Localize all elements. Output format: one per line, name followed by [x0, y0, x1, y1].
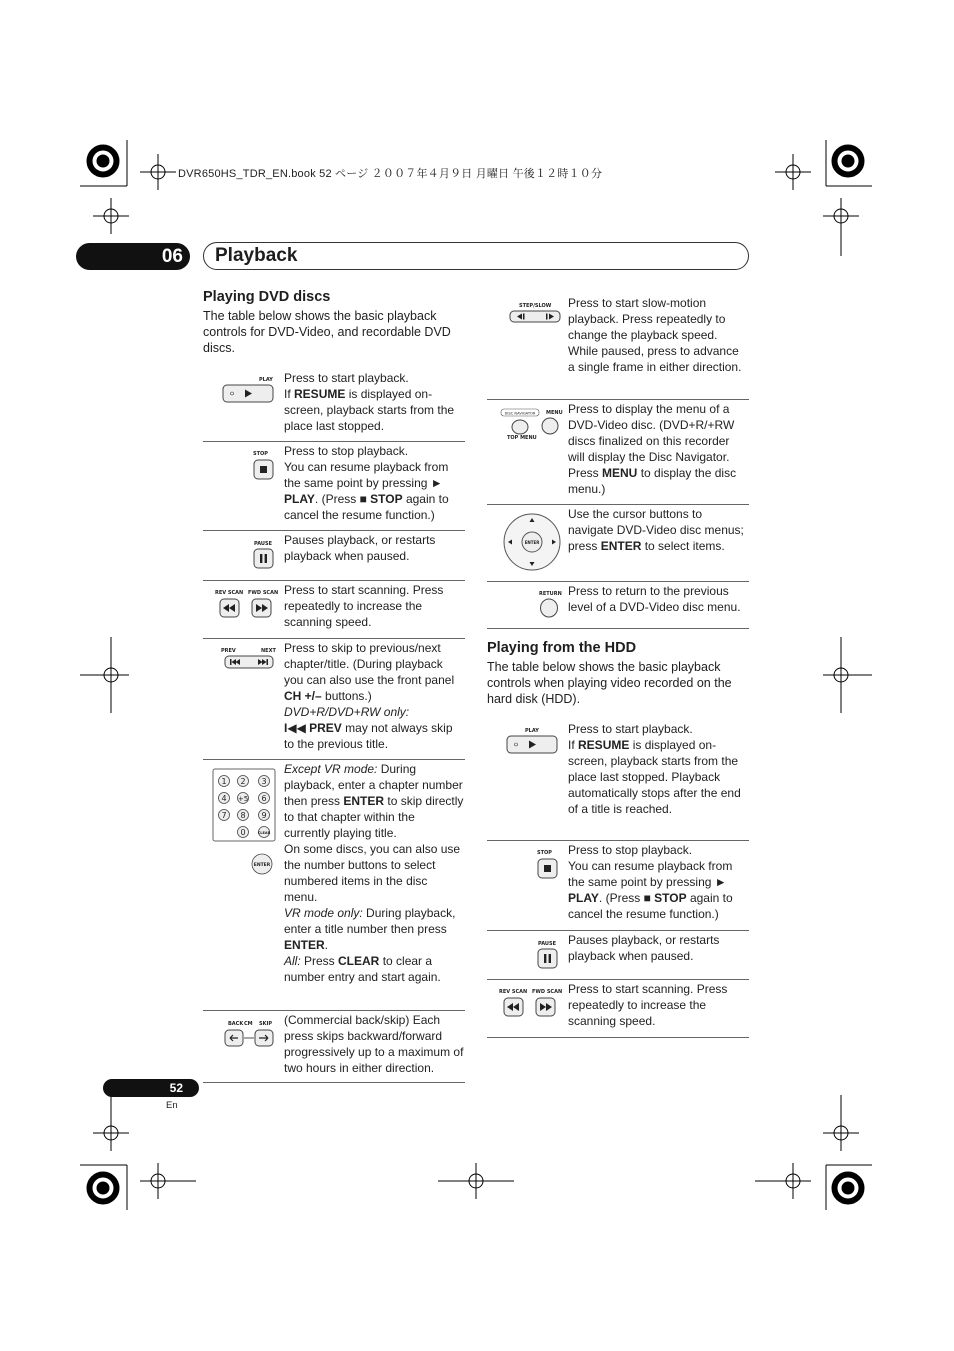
play-button-icon [505, 725, 561, 757]
control-row [487, 980, 749, 1038]
chapter-title: Playback [215, 245, 298, 266]
description-run: If [568, 738, 579, 752]
svg-text:NEXT: NEXT [261, 648, 276, 654]
play-button-icon [221, 374, 277, 406]
keypad-key: 2 [240, 777, 246, 786]
description-run: Press to stop playback. [284, 444, 409, 458]
row-description [568, 932, 748, 964]
description-run: Press to start slow-motion playback. Press repeatedly to change the playback speed. While paused, press to advance a single frame in either direction. [568, 296, 742, 374]
description-run: DVD+R/DVD+RW only: [284, 705, 410, 719]
description-run: ► PLAY [568, 875, 727, 905]
keypad-key: +5 [237, 795, 249, 803]
footer-rule [203, 1082, 465, 1083]
row-description [284, 443, 464, 523]
svg-text:BACK: BACK [228, 1021, 244, 1027]
description-line [284, 841, 464, 905]
description-line [284, 386, 464, 434]
chapter-number: 06 [76, 243, 190, 270]
description-run: Press to skip to previous/next chapter/title. (During playback you can also use the front panel [284, 641, 455, 687]
description-run: Press [300, 954, 339, 968]
description-run: to select items. [641, 539, 725, 553]
stop-button-icon [531, 847, 561, 881]
description-run: During playback, enter a chapter number then press [284, 762, 463, 808]
starburst-mark-bottom-right [832, 1172, 864, 1204]
svg-text:MENU: MENU [546, 410, 563, 416]
description-run: ■ STOP [359, 492, 403, 506]
scan-buttons-icon [497, 986, 563, 1022]
description-run: Press to stop playback. [568, 843, 693, 857]
description-run: Press to start playback. [568, 722, 693, 736]
description-line [284, 370, 464, 386]
return-button-icon [535, 588, 565, 620]
description-run: RESUME [294, 387, 346, 401]
cursor-pad-icon [501, 511, 563, 573]
description-run: to clear a number entry and start again. [284, 954, 441, 984]
svg-text:PLAY: PLAY [259, 377, 273, 383]
description-run: Except VR mode: [284, 762, 378, 776]
description-line [568, 401, 748, 497]
description-run: All: [284, 954, 301, 968]
row-description [284, 532, 464, 564]
description-line [284, 640, 464, 704]
description-run: buttons.) [321, 689, 372, 703]
section-intro-dvd: The table below shows the basic playback controls for DVD-Video, and recordable DVD discs. [203, 309, 451, 355]
control-row [487, 582, 749, 629]
row-description [568, 721, 748, 817]
svg-text:DISC NAVIGATOR: DISC NAVIGATOR [504, 411, 536, 416]
description-run: again to cancel the resume function.) [568, 891, 733, 921]
svg-text:PAUSE: PAUSE [538, 941, 556, 947]
description-run: again to cancel the resume function.) [284, 492, 449, 522]
crosshair-mark [80, 154, 872, 1199]
language-code: En [166, 1100, 178, 1111]
svg-text:STOP: STOP [253, 451, 268, 457]
description-run: is displayed on-screen, playback starts from the place last stopped. Playback automatically stops after the end of a title is reached. [568, 738, 741, 816]
step-slow-button-icon [507, 300, 565, 326]
number-keypad-icon [212, 768, 280, 880]
description-run: Press to return to the previous level of a DVD-Video disc menu. [568, 584, 741, 614]
starburst-mark-top-left [87, 145, 119, 177]
control-row [487, 505, 749, 582]
section-heading-dvd: Playing DVD discs [203, 289, 331, 305]
row-description [284, 640, 464, 752]
svg-text:CM: CM [244, 1021, 253, 1027]
description-run: MENU [602, 466, 638, 480]
section-heading-hdd: Playing from the HDD [487, 640, 637, 656]
description-run: Pauses playback, or restarts playback when paused. [568, 933, 720, 963]
control-row [203, 531, 465, 581]
svg-text:FWD SCAN: FWD SCAN [532, 989, 563, 995]
keypad-key: 6 [261, 794, 267, 803]
row-description [568, 583, 748, 615]
description-run: to skip directly to that chapter within the currently playing title. [284, 794, 464, 840]
row-description [568, 842, 748, 922]
control-row [203, 581, 465, 639]
description-line [568, 858, 748, 922]
skip-buttons-icon [219, 644, 279, 674]
svg-text:FWD SCAN: FWD SCAN [248, 590, 279, 596]
description-line [284, 532, 464, 564]
description-run: During playback, enter a title number then press [284, 906, 456, 936]
description-line [284, 905, 464, 953]
enter-key: ENTER [524, 540, 540, 545]
keypad-key: 4 [221, 794, 227, 803]
description-line [284, 443, 464, 459]
description-line [284, 720, 464, 752]
description-line [568, 737, 748, 817]
keypad-key: 8 [240, 811, 246, 820]
description-line [568, 721, 748, 737]
description-run: . [324, 938, 329, 952]
description-run: I◀◀ PREV [284, 721, 342, 735]
description-run: (Commercial back/skip) Each press skips backward/forward progressively up to a maximum of two hours in either direction. [284, 1013, 464, 1075]
pause-button-icon [247, 537, 281, 571]
control-row [203, 639, 465, 760]
description-run: ENTER [284, 938, 325, 952]
description-line [284, 582, 464, 630]
description-line [284, 761, 464, 841]
description-run: Press to display the menu of a DVD-Video disc. (DVD+R/+RW discs finalized on this recorder will display the Disc Navigator. Press [568, 402, 735, 480]
control-row [487, 717, 749, 841]
keypad-key: 0 [240, 828, 246, 837]
starburst-mark-bottom-left [87, 1172, 119, 1204]
description-run: Press to start scanning. Press repeatedly to increase the scanning speed. [284, 583, 444, 629]
svg-text:PLAY: PLAY [525, 728, 539, 734]
description-line [568, 932, 748, 964]
control-row [203, 1011, 465, 1083]
description-line [568, 506, 748, 554]
control-row [487, 931, 749, 980]
description-run: CH +/– [284, 689, 322, 703]
description-run: ■ STOP [643, 891, 687, 905]
svg-text:STEP/SLOW: STEP/SLOW [519, 303, 552, 309]
pause-button-icon [531, 937, 565, 971]
keypad-key: 1 [221, 777, 227, 786]
description-run: ► PLAY [284, 476, 443, 506]
svg-text:RETURN: RETURN [539, 591, 562, 597]
svg-text:SKIP: SKIP [259, 1021, 273, 1027]
keypad-key: 9 [261, 811, 267, 820]
description-run: ENTER [343, 794, 385, 808]
description-run: CLEAR [338, 954, 380, 968]
description-run: is displayed on-screen, playback starts from the place last stopped. [284, 387, 455, 433]
description-run: If [284, 387, 295, 401]
description-run: Press to start playback. [284, 371, 409, 385]
description-run: to display the disc menu.) [568, 466, 737, 496]
description-line [568, 583, 748, 615]
description-run: You can resume playback from the same point by pressing [284, 460, 449, 490]
control-row [203, 760, 465, 1011]
description-line [284, 1012, 464, 1076]
cm-skip-buttons-icon [223, 1019, 279, 1049]
row-description [568, 295, 748, 375]
svg-text:REV SCAN: REV SCAN [215, 590, 244, 596]
stop-button-icon [247, 448, 277, 482]
row-description [568, 981, 748, 1029]
description-run: Press to start scanning. Press repeatedly to increase the scanning speed. [568, 982, 728, 1028]
row-description [284, 1012, 464, 1076]
svg-text:REV SCAN: REV SCAN [499, 989, 528, 995]
row-description [568, 506, 748, 554]
row-description [284, 370, 464, 434]
svg-text:PREV: PREV [221, 648, 236, 654]
description-line [284, 459, 464, 523]
description-run: RESUME [578, 738, 630, 752]
control-row [203, 366, 465, 442]
description-line [568, 842, 748, 858]
keypad-key: 7 [221, 811, 227, 820]
control-row [487, 841, 749, 931]
menu-buttons-icon [499, 406, 571, 446]
keypad-key: CLEAR [257, 831, 271, 835]
description-line [284, 704, 464, 720]
row-description [568, 401, 748, 497]
description-run: You can resume playback from the same point by pressing [568, 859, 733, 889]
control-row [487, 400, 749, 505]
description-run: ENTER [600, 539, 642, 553]
control-row [203, 442, 465, 531]
page-number: 52 [103, 1079, 199, 1097]
description-run: may not always skip to the previous title. [284, 721, 453, 751]
svg-text:PAUSE: PAUSE [254, 541, 272, 547]
row-description [284, 761, 464, 985]
description-run: Use the cursor buttons to navigate DVD-Video disc menus; press [568, 507, 744, 553]
description-run: VR mode only: [284, 906, 363, 920]
scan-buttons-icon [213, 587, 279, 623]
section-intro-hdd: The table below shows the basic playback controls when playing video recorded on the hard disk (HDD). [487, 660, 732, 706]
keypad-key: ENTER [253, 863, 271, 868]
control-row [487, 292, 749, 400]
svg-text:TOP MENU: TOP MENU [507, 435, 537, 441]
keypad-key: 3 [261, 777, 267, 786]
description-line [284, 953, 464, 985]
svg-text:STOP: STOP [537, 850, 552, 856]
description-run: On some discs, you can also use the number buttons to select numbered items in the disc menu. [284, 842, 461, 904]
print-header: DVR650HS_TDR_EN.book 52 ページ ２００７年４月９日 月曜日 午後１２時１０分 [178, 168, 603, 180]
description-run: . (Press [598, 891, 644, 905]
description-run: . (Press [314, 492, 360, 506]
description-run: Pauses playback, or restarts playback when paused. [284, 533, 436, 563]
row-description [284, 582, 464, 630]
starburst-mark-top-right [832, 145, 864, 177]
description-line [568, 295, 748, 375]
description-line [568, 981, 748, 1029]
